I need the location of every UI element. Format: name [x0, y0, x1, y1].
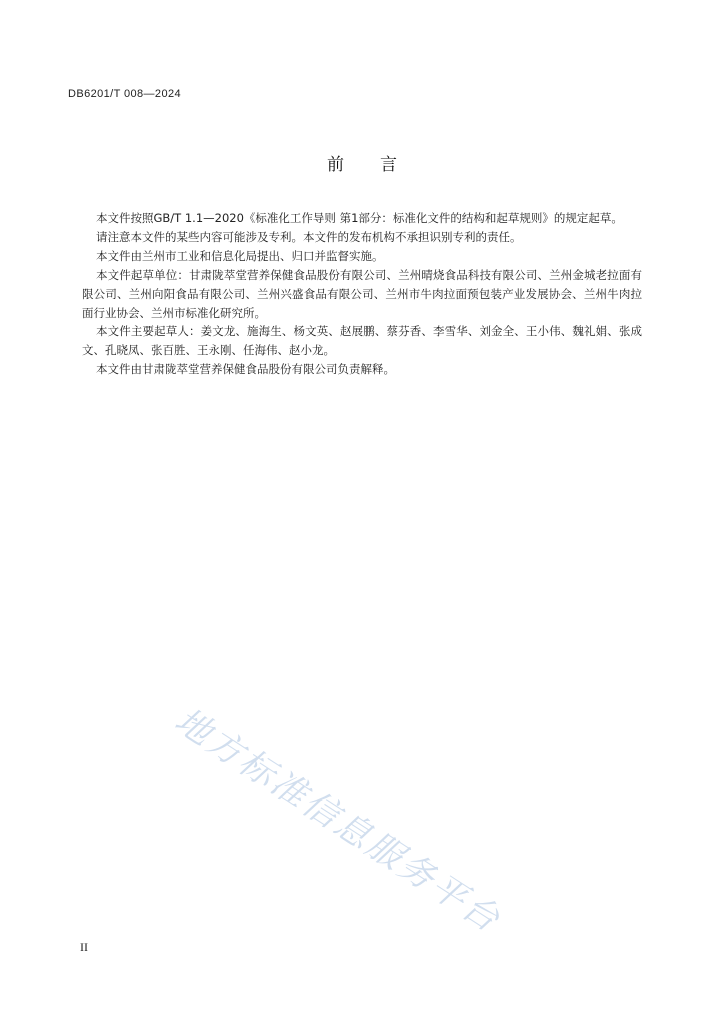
page-number: II	[80, 940, 88, 954]
foreword-body	[82, 209, 642, 379]
paragraph-drafting-units: 本文件起草单位：甘肃陇萃堂营养保健食品股份有限公司、兰州晴烧食品科技有限公司、兰州金城老拉面有限公司、兰州向阳食品有限公司、兰州兴盛食品有限公司、兰州市牛肉拉面预包装产业发展协会、兰州牛肉拉面行业协会、兰州市标准化研究所。	[82, 267, 642, 320]
page-title: 前言	[327, 155, 433, 175]
paragraph-patent-notice: 请注意本文件的某些内容可能涉及专利。本文件的发布机构不承担识别专利的责任。	[96, 229, 522, 244]
paragraph-interpretation: 本文件由甘肃陇萃堂营养保健食品股份有限公司负责解释。	[96, 362, 395, 377]
paragraph-proposer: 本文件由兰州市工业和信息化局提出、归口并监督实施。	[96, 248, 384, 263]
document-code: DB6201/T 008—2024	[68, 88, 182, 100]
paragraph-drafting-rules: 本文件按照GB/T 1.1—2020《标准化工作导则 第1部分：标准化文件的结构和起草规则》的规定起草。	[96, 211, 623, 225]
paragraph-drafters: 本文件主要起草人：姜文龙、施海生、杨文英、赵展鹏、蔡芬香、李雪华、刘金全、王小伟、魏礼娟、张成文、孔晓凤、张百胜、王永刚、任海伟、赵小龙。	[82, 324, 642, 358]
watermark-text: 地方标准信息服务平台	[167, 700, 508, 942]
